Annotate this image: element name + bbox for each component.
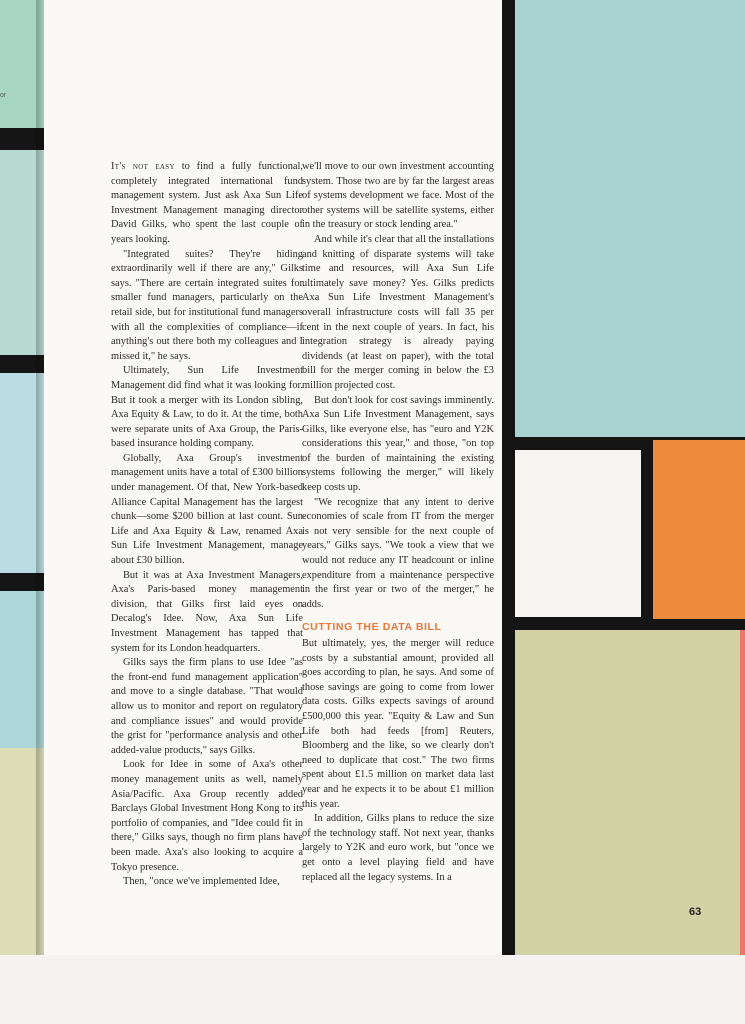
paragraph: Globally, Axa Group's investment management units have a total of £300 billion under management. Of that, New York-based Alliance Capital Management has the largest chunk—some $200 billion at last count. Sun Life and Axa Equity & Law, renamed Axa Sun Life Investment Management, manage about £30 billion. bbox=[111, 452, 303, 567]
paragraph: Ultimately, Sun Life Investment Management did find what it was looking for. But it took a merger with its London sibling, Axa Equity & Law, to do it. At the time, both were separate units of Axa Group, the Paris-based insurance holding company. bbox=[111, 365, 303, 450]
paragraph-text: to find a fully functional, completely integrated international fund management system. Just ask Axa Sun Life Investment Management managing director David Gilks, who spent the last couple of years looking. bbox=[111, 161, 303, 245]
facing-page-edge bbox=[0, 0, 44, 955]
paragraph: But it was at Axa Investment Managers, Axa's Paris-based money management division, that Gilks first laid eyes on Decalog's Idee. Now, Axa Sun Life Investment Management has tapped that system for its London headquarters. bbox=[111, 569, 303, 654]
lead-in-caps: It's not easy bbox=[111, 161, 175, 172]
panel-edge-red bbox=[740, 630, 745, 955]
section-heading: CUTTING THE DATA BILL bbox=[302, 621, 442, 634]
paragraph: But ultimately, yes, the merger will reduce costs by a substantial amount, provided all goes according to plan, he says. And some of those savings are going to come from lower data costs. Gilks expects savings of around £500,000 this year. "Equity & Law and Sun Life both had feeds [from] Reuters, Bloomberg and the like, so we clearly don't need to duplicate that cost." The two firms spent about £1.5 million on market data last year and he expects it to be about £1 million this year. bbox=[302, 638, 494, 810]
paragraph: But don't look for cost savings imminently. Axa Sun Life Investment Management, says Gilks, like everyone else, has "euro and Y2K considerations this year," and those, "on top of the burden of maintaining the existing systems following the merger," will likely keep costs up. bbox=[302, 394, 494, 494]
paragraph bbox=[111, 160, 303, 248]
paragraph: we'll move to our own investment accounting system. Those two are by far the largest areas of systems development we face. Most of the other systems will be satellite systems, either in the treasury or stock lending area." bbox=[302, 161, 494, 231]
panel-block-olive bbox=[515, 630, 740, 955]
paragraph: Gilks says the firm plans to use Idee "as the front-end fund management application" and move to a single database. "That would allow us to monitor and report on regulatory and compliance issues" and would provide the grist for "performance analysis and other added-value products," says Gilks. bbox=[111, 657, 303, 756]
paragraph: In addition, Gilks plans to reduce the size of the technology staff. Not next year, thanks largely to Y2K and euro work, but "once we get onto a level playing field and have replaced all the legacy systems. In a bbox=[302, 813, 494, 883]
panel-block-orange bbox=[653, 440, 745, 619]
paragraph: Then, "once we've implemented Idee, bbox=[123, 876, 280, 888]
article-column-2 bbox=[302, 160, 494, 885]
paragraph: Look for Idee in some of Axa's other money management units as well, namely Asia/Pacific. Axa Group recently added Barclays Global Investment Hong Kong to its portfolio of companies, and "Idee could fit in there," Gilks says, though no firm plans have been made. Axa's also looking to acquire a Tokyo presence. bbox=[111, 759, 303, 873]
panel-block-teal bbox=[515, 0, 745, 437]
page-number: 63 bbox=[689, 906, 702, 918]
article-column-1 bbox=[111, 160, 303, 890]
spine-fragment-text: or bbox=[0, 92, 7, 99]
paragraph: And while it's clear that all the installations and knitting of disparate systems will take time and resources, will Axa Sun Life ultimately save money? Yes. Gilks predicts Axa Sun Life Investment Management's overall infrastructure costs will fall 35 per cent in the next couple of years. In fact, his integration strategy is already paying dividends (at least on paper), with the total bill for the merger coming in below the £3 million projected cost. bbox=[302, 233, 494, 391]
scan-bottom-margin bbox=[0, 955, 745, 1024]
panel-block-white bbox=[515, 450, 641, 617]
paragraph: "We recognize that any intent to derive economies of scale from IT from the merger is not very sensible for the next couple of years," Gilks says. "We took a view that we would not reduce any IT headcount or inline expenditure from a maintenance perspective in the first year or two of the merger," he adds. bbox=[302, 496, 494, 610]
paragraph: "Integrated suites? They're hiding extraordinarily well if there are any," Gilks says. "There are certain integrated suites for smaller fund managers, particularly on the retail side, but for institutional fund managers with all the complexities of compliance—if anything's out there both my colleagues and I missed it," he says. bbox=[111, 248, 303, 362]
